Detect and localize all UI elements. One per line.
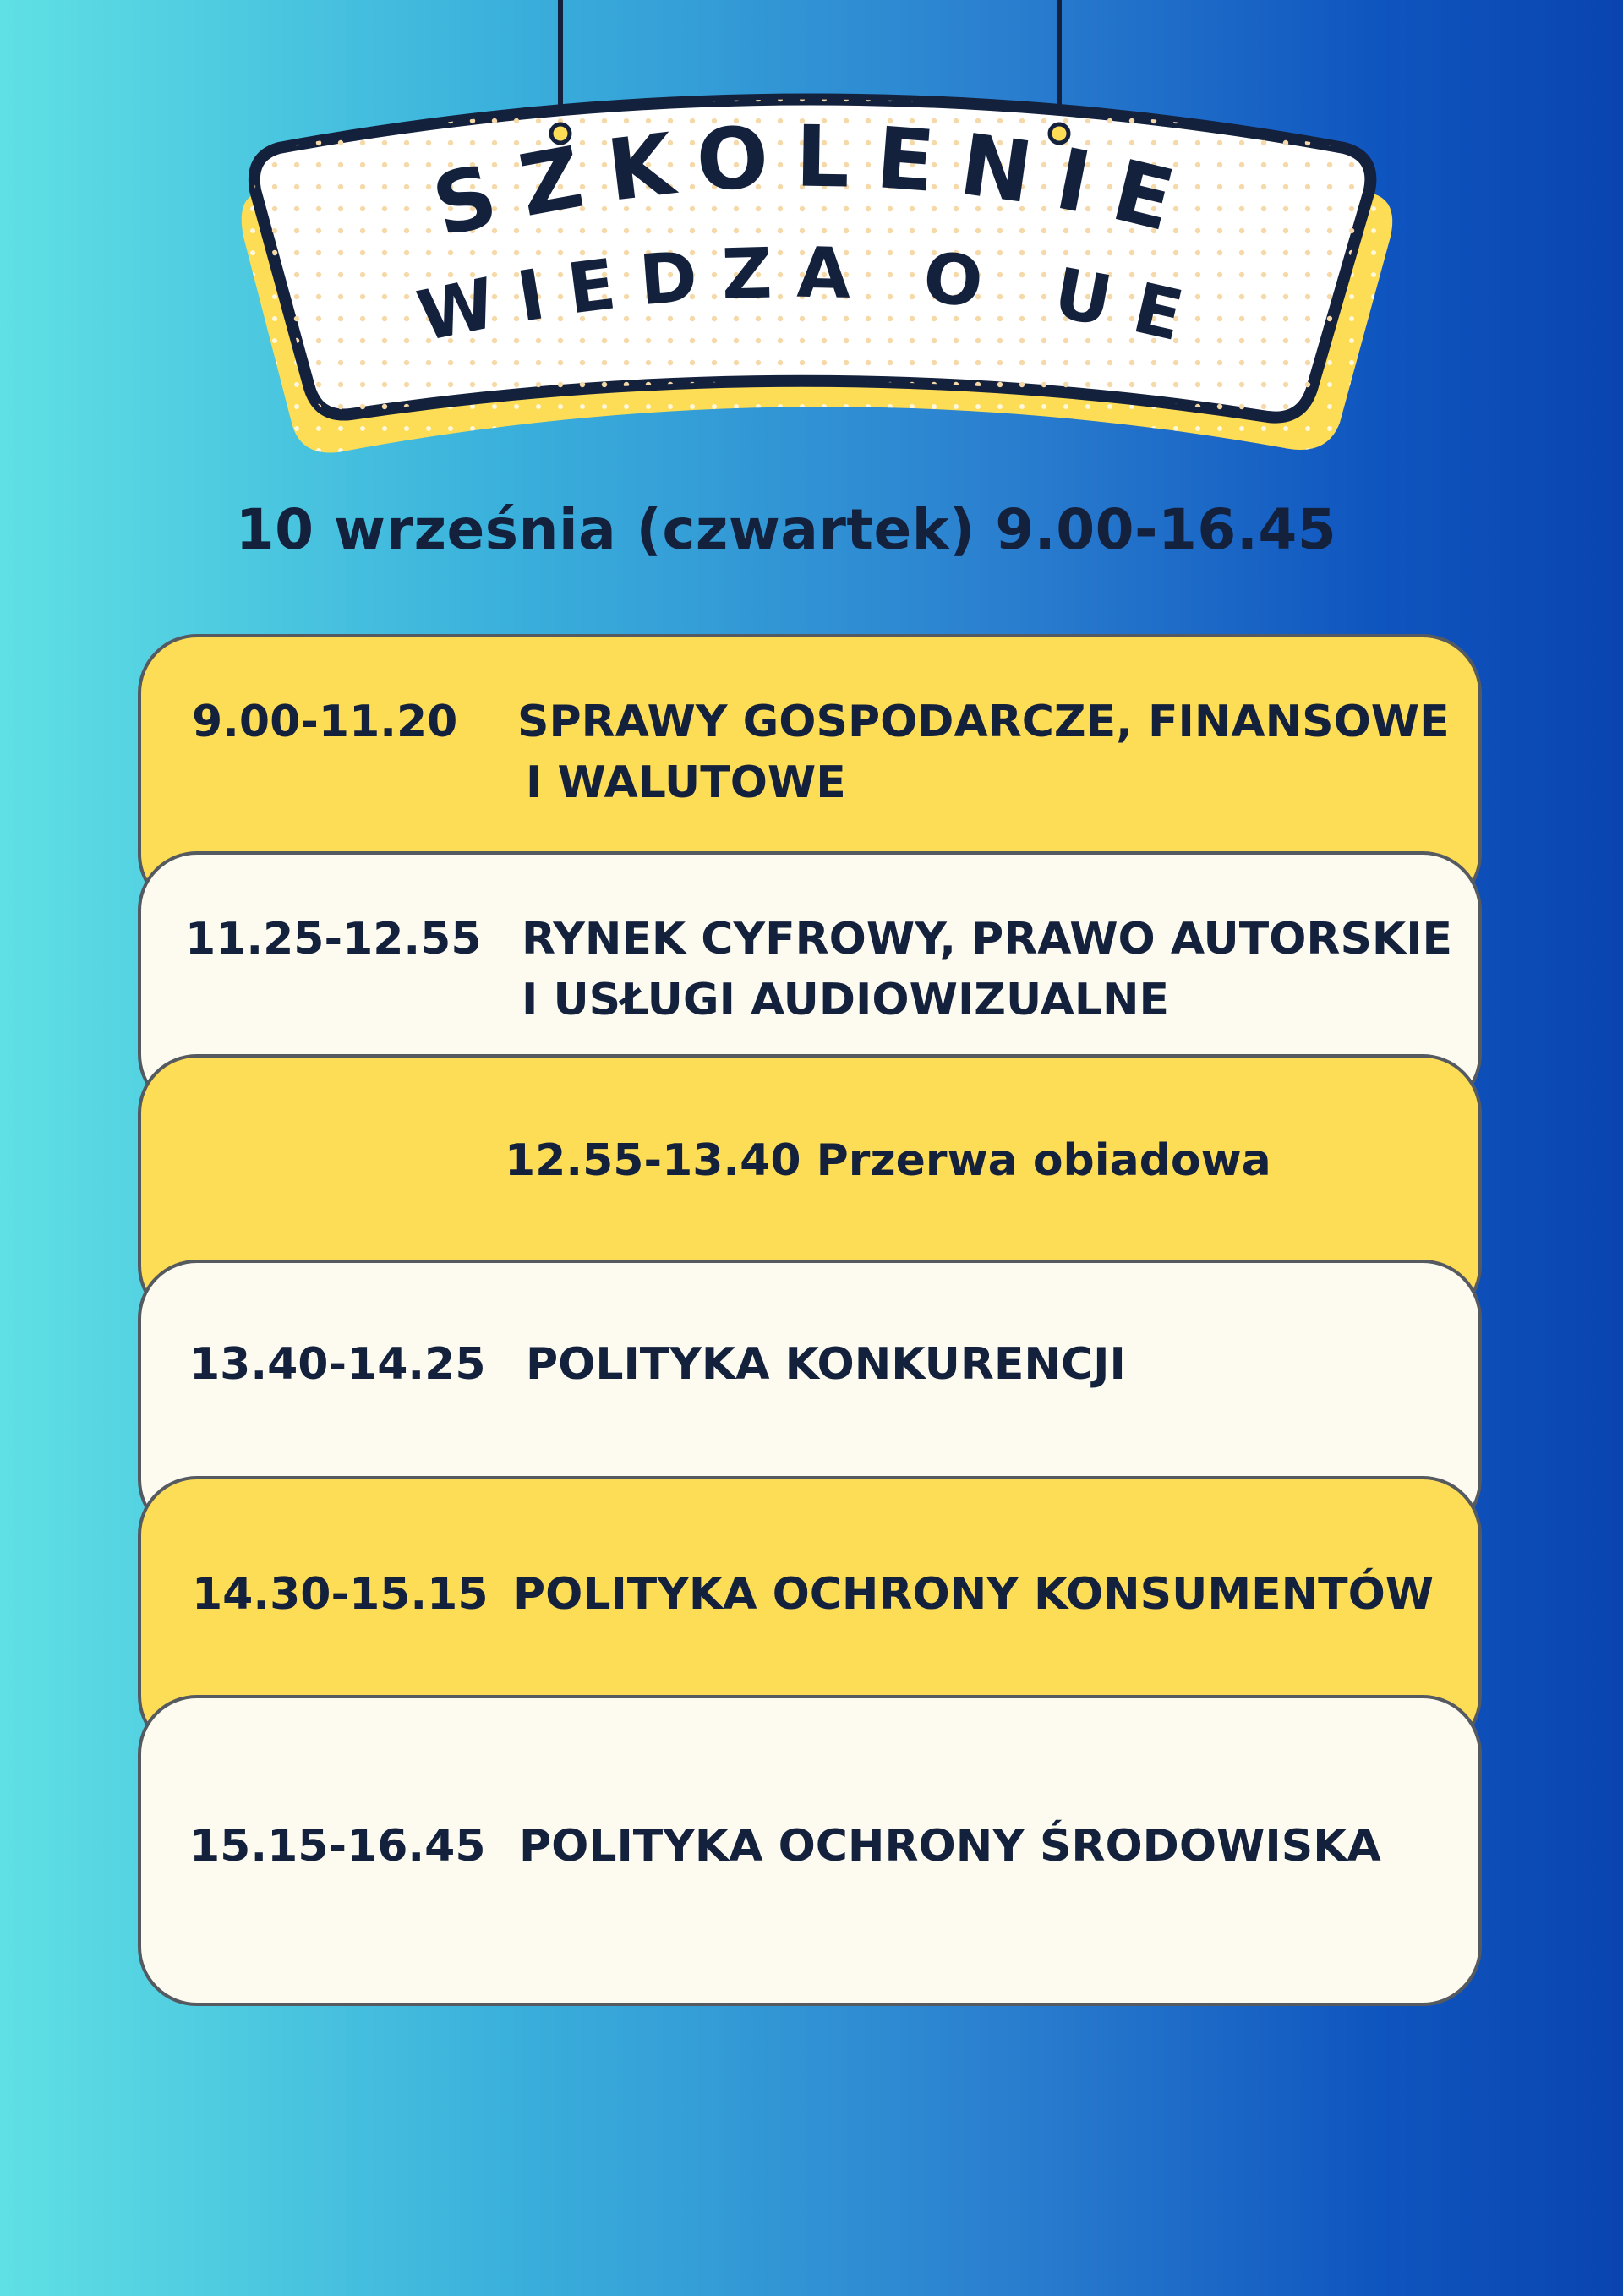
schedule-time-4: 13.40-14.25 — [189, 1339, 486, 1390]
schedule-time-5: 14.30-15.15 — [192, 1569, 489, 1620]
lunch-break-label: 12.55-13.40 Przerwa obiadowa — [505, 1135, 1271, 1186]
schedule-topic-4: POLITYKA KONKURENCJI — [526, 1339, 1126, 1390]
schedule-topic-2-line2: I USŁUGI AUDIOWIZUALNE — [522, 975, 1170, 1025]
title-line-2: WIEDZA O UE — [411, 232, 1213, 363]
schedule-topic-1-line1: SPRAWY GOSPODARCZE, FINANSOWE — [517, 697, 1450, 747]
schedule-time-2: 11.25-12.55 — [185, 914, 482, 965]
schedule-time-6: 15.15-16.45 — [189, 1821, 486, 1872]
schedule-topic-5: POLITYKA OCHRONY KONSUMENTÓW — [513, 1569, 1434, 1620]
schedule-topic-6: POLITYKA OCHRONY ŚRODOWISKA — [519, 1821, 1381, 1872]
schedule-time-1: 9.00-11.20 — [192, 697, 458, 747]
event-date-subtitle: 10 września (czwartek) 9.00-16.45 — [235, 497, 1337, 562]
schedule-topic-1-line2: I WALUTOWE — [526, 757, 846, 808]
schedule-card-6 — [138, 1695, 1482, 2006]
title-line-1: SZKOLENIE — [424, 107, 1208, 257]
title-banner — [0, 0, 1623, 507]
schedule-topic-2-line1: RYNEK CYFROWY, PRAWO AUTORSKIE — [522, 914, 1453, 965]
